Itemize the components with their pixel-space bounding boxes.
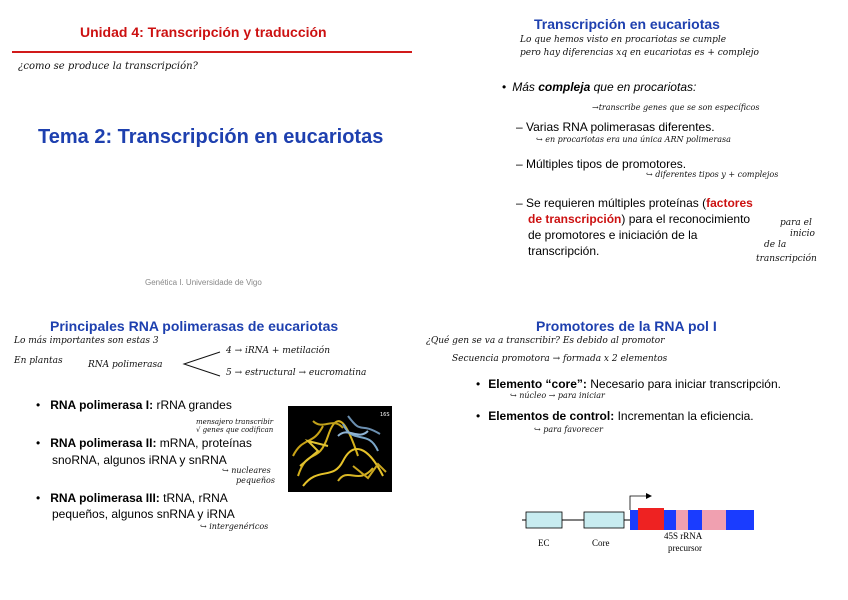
handwritten-note-plants: En plantas [14,356,63,366]
bullet-pol-2-line2: snoRNA, algunos iRNA y snRNA [52,453,227,467]
bullet-pol-1: • RNA polimerasa I: rRNA grandes [36,398,232,412]
control-bold: Elementos de control: [488,409,615,423]
sub-bullet-3-line3: de promotores e iniciación de la [528,228,698,242]
bullet-main [502,80,696,94]
bullet-dot: • [502,80,507,94]
bullet-pol-2: • RNA polimerasa II: mRNA, proteínas [36,436,252,450]
slide-title: Promotores de la RNA pol I [536,318,717,334]
handwritten-note-genes: →transcribe genes que se son específicos [592,103,760,112]
label-core: Core [592,538,610,548]
protein-label: 16S [380,412,390,418]
bullet-pol-3-line2: pequeños, algunos snRNA y iRNA [52,507,235,521]
sub-bullet-1: – Varias RNA polimerasas diferentes. [516,120,715,134]
rrna-pink-segment-2 [702,510,726,530]
slide-footer: Genética I. Universidade de Vigo [145,278,262,287]
rrna-red-segment [638,508,664,530]
sub-bullet-3-line1 [516,196,753,211]
pol1-bold: RNA polimerasa I: [50,398,154,412]
handwritten-note-sub1: ↪ en procariotas era una única ARN polimerasa [536,135,731,144]
handwritten-note-question: ¿Qué gen se va a transcribir? Es debido al promotor [426,336,665,346]
label-ec: EC [538,538,550,548]
handwritten-messenger-1: mensajero transcribir [196,418,274,426]
pol3-bold: RNA polimerasa III: [50,491,160,505]
pol3-text: tRNA, rRNA [159,491,228,505]
sub3-post: ) para el reconocimiento [621,212,751,226]
rrna-pink-segment-1 [676,510,688,530]
sub-bullet-2: – Múltiples tipos de promotores. [516,157,687,171]
handwritten-side-4: transcripción [756,254,817,264]
handwritten-messenger-2: √ genes que codifican [196,426,274,434]
bullet-suffix: que en procariotas: [593,80,697,94]
handwritten-note-top: Lo más importantes son estas 3 [14,336,159,346]
transcription-start-arrow [630,496,648,510]
ec-element-box [526,512,562,528]
handwritten-nucleares: ↪ nucleares [222,466,271,475]
handwritten-note-sub2: ↪ diferentes tipos y + complejos [646,170,779,179]
control-text: Incrementan la eficiencia. [614,409,754,423]
handwritten-note-rnapol: RNA polimerasa [88,360,163,370]
sub-bullet-3-line2 [528,212,750,227]
handwritten-note-sequence: Secuencia promotora → formada x 2 elementos [452,354,668,364]
handwritten-side-3: de la [764,240,787,250]
slide-title: Principales RNA polimerasas de eucariotas [50,318,339,334]
handwritten-note-question: ¿como se produce la transcripción? [18,61,198,72]
slide-title: Transcripción en eucariotas [534,16,720,32]
bullet-prefix: Más [512,80,535,94]
bullet-pol-3: • RNA polimerasa III: tRNA, rRNA [36,491,228,505]
bullet-core: • Elemento “core”: Necesario para iniciar transcripción. [476,377,781,391]
slide-1 [0,0,424,300]
core-element-box [584,512,624,528]
unit-header: Unidad 4: Transcripción y traducción [80,24,327,40]
handwritten-side-2: inicio [790,229,815,239]
bracket-icon [180,348,222,378]
sub-bullet-3-line4: transcripción. [528,244,600,258]
label-rrna-2: precursor [668,543,702,553]
label-rrna-1: 45S rRNA [664,531,703,541]
handwritten-note-5: 5 → estructural → eucromatina [226,368,367,378]
pol1-text: rRNA grandes [153,398,232,412]
core-text: Necesario para iniciar transcripción. [586,377,781,391]
sub3-pre: – Se requieren múltiples proteínas ( [516,196,707,210]
bullet-bold: compleja [538,80,591,94]
handwritten-note-2: pero hay diferencias xq en eucariotas es + complejo [520,48,759,58]
rna-polymerase-structure-image [288,406,392,492]
handwritten-note-core: ↪ núcleo → para iniciar [510,391,605,400]
handwritten-intergenericos: ↪ intergenéricos [200,522,269,531]
pol2-bold: RNA polimerasa II: [50,436,157,450]
handwritten-side-1: para el [780,218,812,228]
header-rule [12,51,412,53]
handwritten-note-control: ↪ para favorecer [534,425,603,434]
slide-3 [0,300,424,600]
sub3-red-1: factores [706,196,753,210]
handwritten-note-4: 4 → iRNA + metilación [226,346,331,356]
handwritten-note-1: Lo que hemos visto en procariotas se cumple [520,35,727,45]
handwritten-pequenos: pequeños [236,476,275,485]
core-bold: Elemento “core”: [488,377,587,391]
pol2-text: mRNA, proteínas [156,436,252,450]
promoter-diagram [518,490,758,560]
slide-title: Tema 2: Transcripción en eucariotas [38,126,384,148]
bullet-control: • Elementos de control: Incrementan la eficiencia. [476,409,754,423]
sub3-red-2: de transcripción [528,212,622,226]
slide-4 [424,300,848,600]
slide-2 [424,0,848,300]
